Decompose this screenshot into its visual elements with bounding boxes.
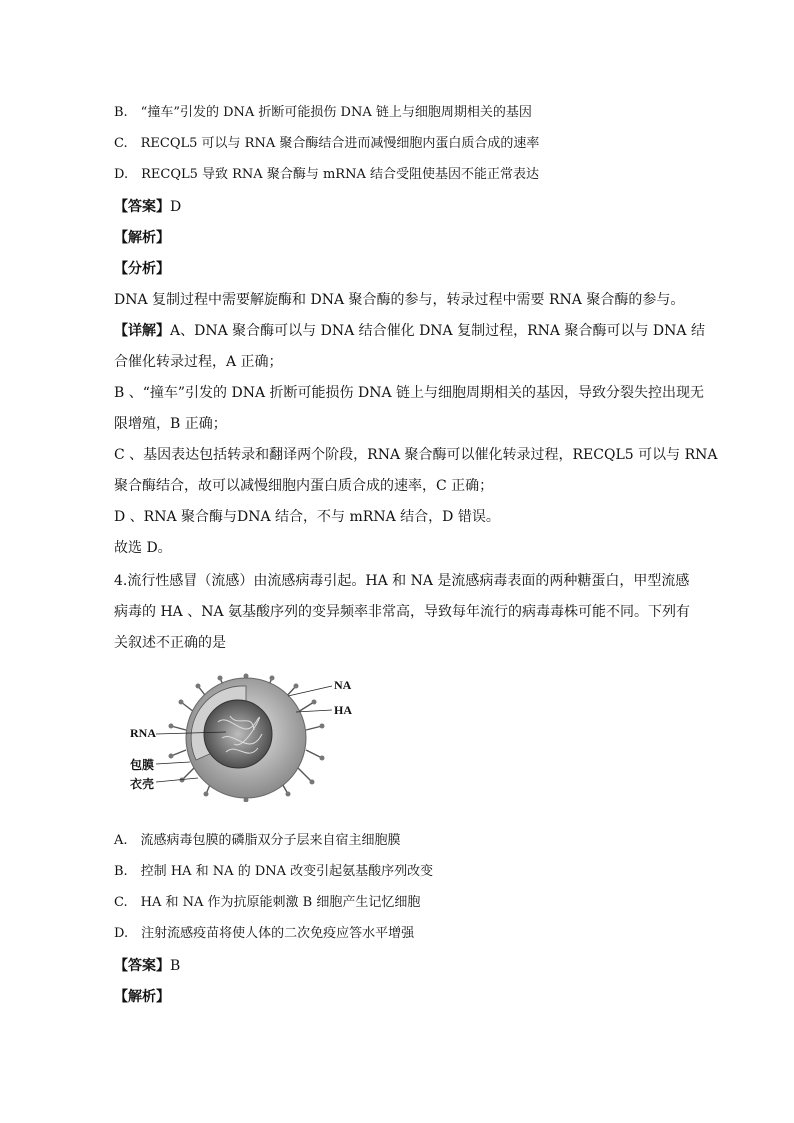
q3-detail-c1: C 、基因表达包括转录和翻译两个阶段，RNA 聚合酶可以催化转录过程，RECQL5 可以与 RNA	[114, 447, 718, 463]
q3-option-b: B. “撞车”引发的 DNA 折断可能损伤 DNA 链上与细胞周期相关的基因	[114, 105, 532, 120]
q4-stem-3: 关叙述不正确的是	[114, 635, 226, 651]
q3-detail-a2: 合催化转录过程，A 正确；	[114, 354, 283, 370]
q3-option-c: C. RECQL5 可以与 RNA 聚合酶结合进而减慢细胞内蛋白质合成的速率	[114, 136, 540, 151]
q3-detail-b2: 限增殖，B 正确；	[114, 416, 227, 432]
q3-fenxi-tag: 【分析】	[114, 261, 170, 277]
q4-stem-2: 病毒的 HA 、NA 氨基酸序列的变异频率非常高，导致每年流行的病毒毒株可能不同。下列有	[114, 604, 691, 620]
q4-option-b: B. 控制 HA 和 NA 的 DNA 改变引起氨基酸序列改变	[114, 864, 434, 879]
detail-a1-text: A、DNA 聚合酶可以与 DNA 结合催化 DNA 复制过程，RNA 聚合酶可以与 DNA 结	[170, 323, 705, 339]
detail-tag: 【详解】	[114, 323, 170, 339]
q3-detail-a1	[114, 322, 705, 340]
influenza-virus-figure	[126, 672, 366, 802]
q3-detail-d: D 、RNA 聚合酶与DNA 结合，不与 mRNA 结合，D 错误。	[114, 509, 500, 525]
q3-fenxi-text: DNA 复制过程中需要解旋酶和 DNA 聚合酶的参与，转录过程中需要 RNA 聚合酶的参与。	[114, 292, 685, 308]
q4-answer-tag: 【答案】	[114, 958, 170, 974]
q4-option-a: A. 流感病毒包膜的磷脂双分子层来自宿主细胞膜	[114, 833, 401, 848]
answer-tag: 【答案】	[114, 199, 170, 215]
label-rna: RNA	[130, 726, 156, 740]
q4-option-d: D. 注射流感疫苗将使人体的二次免疫应答水平增强	[114, 926, 415, 941]
q4-answer	[114, 957, 180, 975]
q4-answer-value: B	[170, 958, 181, 974]
label-capsid: 衣壳	[130, 777, 155, 791]
answer-value: D	[170, 199, 182, 215]
q4-option-c: C. HA 和 NA 作为抗原能刺激 B 细胞产生记忆细胞	[114, 895, 421, 910]
q4-analysis-tag: 【解析】	[114, 989, 170, 1005]
label-na: NA	[334, 678, 352, 692]
q3-detail-c2: 聚合酶结合，故可以减慢细胞内蛋白质合成的速率，C 正确；	[114, 478, 494, 494]
q3-detail-b1: B 、“撞车”引发的 DNA 折断可能损伤 DNA 链上与细胞周期相关的基因，导致分裂失控出现无	[114, 385, 705, 401]
label-ha: HA	[334, 703, 352, 717]
q4-stem-1: 4.流行性感冒（流感）由流感病毒引起。HA 和 NA 是流感病毒表面的两种糖蛋白，甲型流感	[114, 573, 690, 589]
virus-illustration	[126, 672, 366, 802]
q3-analysis-tag: 【解析】	[114, 230, 170, 246]
q3-conclusion: 故选 D。	[114, 540, 172, 556]
label-envelope: 包膜	[130, 758, 155, 772]
q3-answer	[114, 198, 181, 216]
q3-option-d: D. RECQL5 导致 RNA 聚合酶与 mRNA 结合受阻使基因不能正常表达	[114, 167, 539, 182]
